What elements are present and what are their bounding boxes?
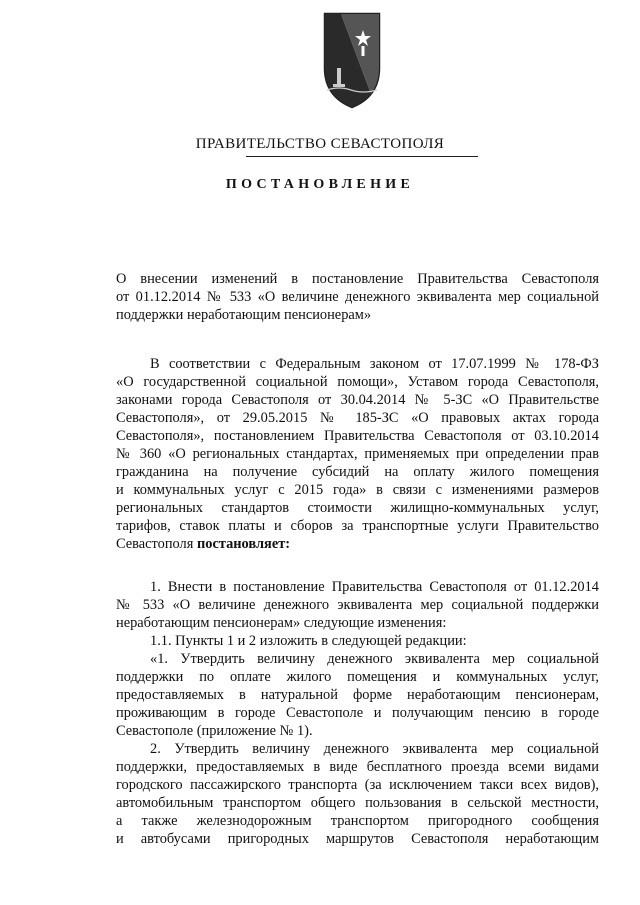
body-line: автомобильным транспортом общего пользования в сельской местности, (116, 795, 599, 811)
preamble-line: региональных стандартов стоимости жилищно-коммунальных услуг, (116, 500, 599, 516)
body-line: 2. Утвердить величину денежного эквивалента мер социальной (150, 741, 599, 757)
government-name: ПРАВИТЕЛЬСТВО СЕВАСТОПОЛЯ (195, 136, 445, 152)
preamble-line: В соответствии с Федеральным законом от 17.07.1999 № 178-ФЗ (150, 356, 599, 372)
body-line: неработающим пенсионерам» следующие изменения: (116, 615, 447, 631)
body-line: а также железнодорожным транспортом пригородного сообщения (116, 813, 599, 829)
body-line: поддержки по оплате жилого помещения и коммунальных услуг, (116, 669, 599, 685)
preamble-line: тарифов, ставок платы и сборов за транспортные услуги Правительство (116, 518, 599, 534)
header-divider (246, 156, 478, 157)
preamble-line: № 360 «О региональных стандартах, применяемых при определении прав (116, 446, 599, 462)
document-title: ПОСТАНОВЛЕНИЕ (225, 177, 415, 192)
resolves-word: постановляет: (196, 536, 291, 552)
subject-line: поддержки неработающим пенсионерам» (116, 307, 372, 323)
preamble-line: Севастополя (116, 536, 197, 552)
coat-of-arms-icon (319, 10, 385, 110)
coat-of-arms-emblem (319, 10, 385, 110)
subject-line: О внесении изменений в постановление Правительства Севастополя (116, 271, 599, 287)
body-line: проживающим в городе Севастополе и получающим пенсию в городе (116, 705, 599, 721)
subject-line: от 01.12.2014 № 533 «О величине денежного эквивалента мер социальной (116, 289, 599, 305)
body-line: 1.1. Пункты 1 и 2 изложить в следующей редакции: (150, 633, 467, 649)
body-line: 1. Внести в постановление Правительства Севастополя от 01.12.2014 (150, 579, 599, 595)
preamble-line: Севастополя», от 29.05.2015 № 185-ЗС «О правовых актах города (116, 410, 599, 426)
body-line: поддержки, предоставляемых в виде бесплатного проезда всеми видами (116, 759, 599, 775)
body-line: № 533 «О величине денежного эквивалента мер социальной поддержки (116, 597, 599, 613)
preamble-line: «О государственной социальной помощи», Уставом города Севастополя, (116, 374, 599, 390)
body-line: Севастополе (приложение № 1). (116, 723, 313, 739)
preamble-line: Севастополя», постановлением Правительства Севастополя от 03.10.2014 (116, 428, 599, 444)
preamble-line: и коммунальных услуг с 2015 года» в связи с изменениями размеров (116, 482, 599, 498)
preamble-last-line (116, 535, 599, 553)
body-line: «1. Утвердить величину денежного эквивалента мер социальной (150, 651, 599, 667)
body-line: предоставляемых в натуральной форме неработающим пенсионерам, (116, 687, 599, 703)
body-line: городского пассажирского транспорта (за исключением такси всех видов), (116, 777, 599, 793)
body-line: и автобусами пригородных маршрутов Севастополя неработающим (116, 831, 599, 847)
preamble-line: гражданина на получение субсидий на оплату жилого помещения (116, 464, 599, 480)
preamble-line: законами города Севастополя от 30.04.2014 № 5-ЗС «О Правительстве (116, 392, 599, 408)
